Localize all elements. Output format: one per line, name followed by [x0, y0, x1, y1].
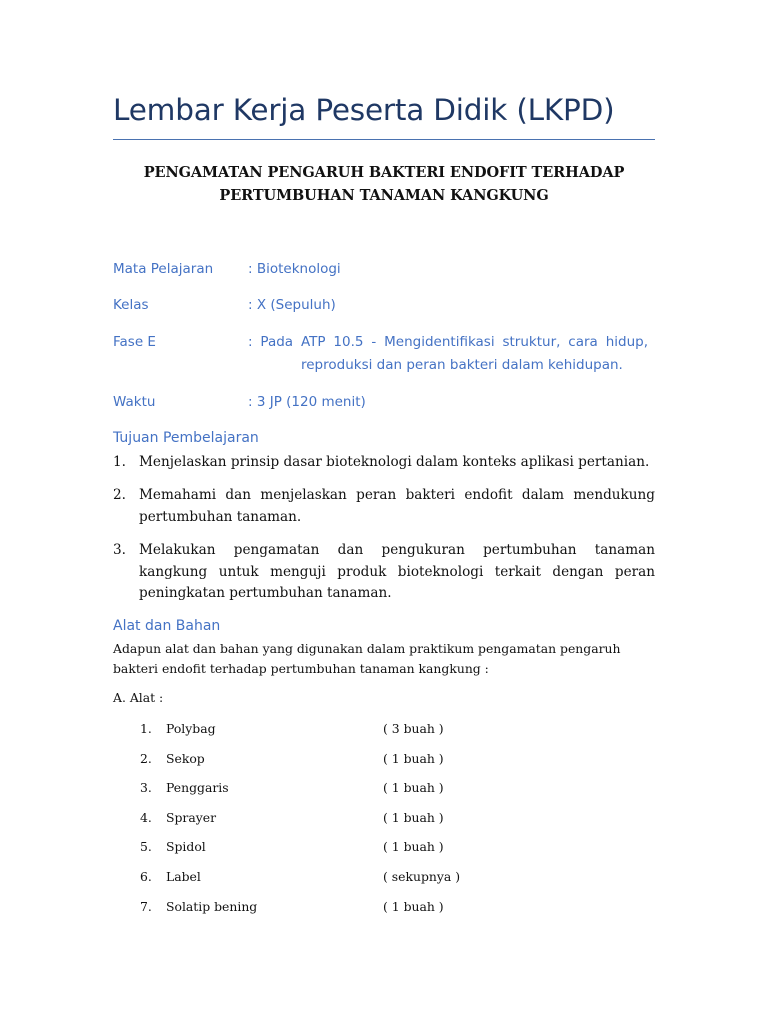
tool-row: [113, 869, 543, 889]
tool-name: Sekop: [166, 751, 205, 766]
tool-quantity: ( 1 buah ): [383, 899, 444, 914]
tool-number: 7.: [140, 899, 152, 914]
materials-heading: Alat dan Bahan: [113, 618, 221, 634]
document-subtitle: [113, 161, 655, 207]
title-divider: [113, 139, 655, 140]
objective-text: Menjelaskan prinsip dasar bioteknologi dalam konteks aplikasi pertanian.: [139, 454, 650, 470]
document-title: Lembar Kerja Peserta Didik (LKPD): [113, 93, 615, 127]
tool-row: [113, 721, 543, 741]
objective-number: 1.: [113, 454, 126, 470]
tool-number: 5.: [140, 839, 152, 854]
tool-name: Polybag: [166, 721, 216, 736]
tool-quantity: ( 1 buah ): [383, 780, 444, 795]
class-value: : X (Sepuluh): [248, 297, 336, 313]
subtitle-line-1: PENGAMATAN PENGARUH BAKTERI ENDOFIT TERHADAP: [143, 164, 625, 181]
class-label: Kelas: [113, 297, 149, 313]
tools-heading: A. Alat :: [113, 690, 164, 705]
tool-row: [113, 899, 543, 919]
tool-number: 6.: [140, 869, 152, 884]
tool-row: [113, 839, 543, 859]
phase-value-line-1: : Pada ATP 10.5 - Mengidentifikasi struktur, cara hidup,: [248, 334, 648, 350]
objective-number: 2.: [113, 487, 126, 503]
phase-value-line-2: reproduksi dan peran bakteri dalam kehidupan.: [301, 357, 623, 373]
tool-name: Penggaris: [166, 780, 229, 795]
tool-row: [113, 780, 543, 800]
time-value: : 3 JP (120 menit): [248, 394, 366, 410]
objective-text: Melakukan pengamatan dan pengukuran pertumbuhan tanaman kangkung untuk menguji produk bioteknologi terkait dengan peran peningkatan pertumbuhan tanaman.: [139, 542, 655, 601]
objective-number: 3.: [113, 542, 126, 558]
materials-intro: Adapun alat dan bahan yang digunakan dalam praktikum pengamatan pengaruh bakteri endofit terhadap pertumbuhan tanaman kangkung :: [113, 641, 621, 676]
time-label: Waktu: [113, 394, 156, 410]
tool-quantity: ( 1 buah ): [383, 751, 444, 766]
tool-name: Spidol: [166, 839, 206, 854]
tool-quantity: ( sekupnya ): [383, 869, 461, 884]
subject-value: : Bioteknologi: [248, 261, 341, 277]
tool-name: Label: [166, 869, 201, 884]
tool-number: 3.: [140, 780, 152, 795]
subject-label: Mata Pelajaran: [113, 261, 214, 277]
subtitle-line-2: PERTUMBUHAN TANAMAN KANGKUNG: [219, 187, 549, 204]
tool-number: 1.: [140, 721, 152, 736]
objectives-heading: Tujuan Pembelajaran: [113, 430, 259, 446]
tool-quantity: ( 1 buah ): [383, 839, 444, 854]
tool-row: [113, 810, 543, 830]
tool-quantity: ( 3 buah ): [383, 721, 444, 736]
phase-label: Fase E: [113, 334, 156, 350]
tool-row: [113, 751, 543, 771]
objective-text: Memahami dan menjelaskan peran bakteri endofit dalam mendukung pertumbuhan tanaman.: [139, 487, 655, 525]
tool-number: 2.: [140, 751, 152, 766]
tool-name: Sprayer: [166, 810, 216, 825]
tool-name: Solatip bening: [166, 899, 258, 914]
tool-number: 4.: [140, 810, 152, 825]
tool-quantity: ( 1 buah ): [383, 810, 444, 825]
